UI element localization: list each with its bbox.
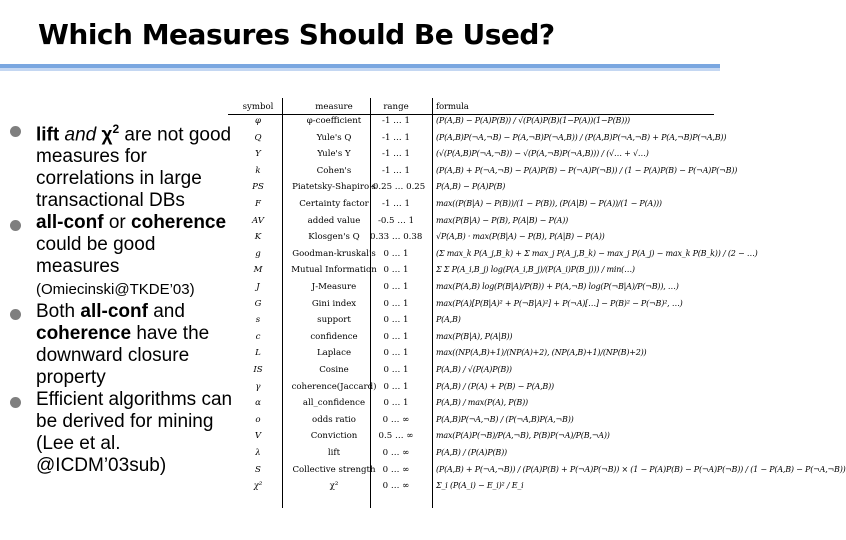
cell-range: 0 … ∞: [382, 464, 410, 475]
cell-symbol: L: [255, 348, 261, 359]
bullet-text: Efficient algorithms can be derived for mining (Lee et al. @ICDM’03sub): [36, 389, 233, 477]
cell-range: 0 … 1: [383, 381, 409, 392]
bullet-item: [10, 389, 235, 477]
header-symbol: symbol: [242, 102, 274, 112]
cell-range: 0 … 1: [383, 315, 409, 326]
cell-measure: Conviction: [310, 431, 358, 442]
cell-symbol: Q: [254, 132, 262, 143]
bullet-text: coherence: [131, 212, 227, 234]
cell-symbol: γ: [255, 381, 261, 392]
cell-range: 0 … 1: [383, 282, 409, 292]
cell-formula: (P(A,B) + P(¬A,¬B) − P(A)P(B) − P(¬A)P(¬B)) / (1 − P(A)P(B) − P(¬A)P(¬B)): [436, 165, 738, 175]
cell-range: 0 … 1: [383, 265, 409, 276]
cell-formula: P(A,B): [436, 315, 461, 325]
cell-symbol: PS: [252, 182, 264, 193]
cell-symbol: g: [255, 248, 261, 259]
cell-symbol: V: [254, 431, 262, 442]
bullet-text: all-conf: [80, 301, 148, 323]
cell-symbol: k: [255, 165, 261, 176]
cell-range: 0 … ∞: [382, 481, 410, 492]
cell-range: -1 … 1: [382, 199, 410, 209]
table-row: [222, 382, 720, 398]
table-row: [222, 216, 720, 232]
cell-symbol: λ: [255, 448, 261, 458]
table-row: [222, 464, 846, 481]
cell-range: -0.25 … 0.25: [370, 182, 426, 193]
table-row: [222, 431, 720, 447]
cell-formula: Σ_i (P(A_i) − E_i)² / E_i: [436, 481, 524, 491]
table-row: [222, 232, 720, 248]
cell-symbol: F: [255, 199, 261, 209]
header-range: range: [383, 102, 409, 112]
cell-range: 0 … 1: [383, 365, 409, 375]
cell-measure: added value: [307, 215, 361, 226]
cell-formula: P(A,B) / (P(A)P(B)): [436, 448, 507, 457]
cell-symbol: G: [254, 298, 262, 309]
table-row: [222, 348, 720, 364]
cell-measure: Certainty factor: [299, 199, 369, 209]
cell-measure: lift: [327, 448, 341, 458]
table-row: [222, 132, 727, 149]
cell-measure: all_confidence: [302, 398, 366, 409]
bullet-text: all-conf: [36, 212, 104, 234]
cell-symbol: Y: [255, 149, 261, 160]
table-row: [222, 332, 720, 348]
cell-formula: max(P(A,B) log(P(B|A)/P(B)) + P(A,¬B) log(P(¬B|A)/P(¬B)), …): [436, 282, 679, 291]
cell-measure: Collective strength: [292, 464, 376, 475]
cell-measure: Yule's Q: [316, 132, 352, 143]
cell-formula: (Σ max_k P(A_j,B_k) + Σ max_j P(A_j,B_k) − max_j P(A_j) − max_k P(B_k)) / (2 − …): [436, 248, 758, 258]
cell-range: -1 … 1: [382, 132, 410, 143]
cell-range: -1 … 1: [382, 149, 410, 160]
cell-formula: P(A,B) / (P(A) + P(B) − P(A,B)): [436, 381, 554, 391]
cell-formula: (P(A,B)P(¬A,¬B) − P(A,¬B)P(¬A,B)) / (P(A,B)P(¬A,¬B) + P(A,¬B)P(¬A,B)): [436, 132, 727, 142]
cell-formula: max((P(B|A) − P(B))/(1 − P(B)), (P(A|B) − P(A))/(1 − P(A))): [436, 199, 662, 208]
table-row: [222, 398, 720, 414]
cell-range: 0 … ∞: [382, 448, 410, 458]
cell-symbol: K: [254, 232, 262, 243]
cell-measure: confidence: [310, 331, 358, 342]
cell-range: 0 … 1: [383, 248, 409, 259]
cell-symbol: χ²: [253, 481, 263, 492]
bullet-item: [10, 118, 235, 212]
bullet-dot-icon: [10, 220, 21, 231]
bullet-text: have the downward closure property: [36, 323, 210, 389]
cell-formula: max(P(A)P(¬B)/P(A,¬B), P(B)P(¬A)/P(B,¬A)): [436, 431, 610, 441]
bullet-dot-icon: [10, 309, 21, 320]
cell-formula: max(P(B|A) − P(B), P(A|B) − P(A)): [436, 215, 569, 225]
cell-measure: Yule's Y: [317, 149, 351, 160]
cell-measure: φ-coefficient: [306, 116, 362, 126]
cell-measure: support: [317, 315, 351, 326]
cell-range: -1 … 1: [382, 165, 410, 176]
title-underline-light: [0, 68, 720, 71]
cell-measure: Goodman-kruskal's: [292, 248, 376, 259]
cell-range: 0 … ∞: [382, 414, 410, 425]
cell-formula: (√(P(A,B)P(¬A,¬B)) − √(P(A,¬B)P(¬A,B))) / (√… + √…): [436, 149, 649, 159]
cell-symbol: M: [253, 265, 263, 276]
bullet-item: [10, 301, 235, 389]
cell-formula: P(A,B)P(¬A,¬B) / (P(¬A,B)P(A,¬B)): [436, 414, 574, 424]
measures-table: [222, 98, 846, 508]
cell-formula: max(P(A)[P(B|A)² + P(¬B|A)²] + P(¬A)[…] − P(B)² − P(¬B)², …): [436, 298, 683, 308]
table-row: [222, 265, 720, 281]
table-row: [222, 315, 720, 331]
cell-formula: P(A,B) − P(A)P(B): [436, 182, 506, 192]
cell-measure: Cosine: [319, 365, 349, 375]
header-measure: measure: [315, 102, 353, 112]
table-row: [222, 182, 720, 198]
cell-symbol: α: [255, 398, 261, 409]
cell-symbol: J: [256, 282, 260, 292]
bullet-dot-icon: [10, 126, 21, 137]
cell-symbol: o: [255, 414, 261, 425]
bullet-text: are not good measures for correlations in large transactional DBs: [36, 124, 232, 212]
bullet-text: or: [103, 212, 132, 234]
cell-measure: J-Measure: [311, 282, 357, 292]
cell-measure: odds ratio: [312, 414, 356, 425]
cell-measure: Piatetsky-Shapiro's: [292, 182, 376, 193]
cell-range: 0.33 … 0.38: [370, 232, 423, 243]
bullet-text: (Omiecinski@TKDE’03): [36, 281, 195, 299]
bullet-text: χ: [101, 124, 113, 146]
cell-measure: coherence(Jaccard): [291, 381, 377, 392]
cell-symbol: AV: [252, 215, 264, 226]
cell-formula: (P(A,B) + P(¬A,¬B)) / (P(A)P(B) + P(¬A)P(¬B)) × (1 − P(A)P(B) − P(¬A)P(¬B)) / (1 − P(A,B) − P(¬A,¬B)): [436, 464, 846, 474]
table-row: [222, 481, 720, 497]
cell-range: 0 … 1: [383, 331, 409, 342]
bullet-text: and: [59, 124, 102, 146]
cell-formula: √P(A,B) · max(P(B|A) − P(B), P(A|B) − P(A)): [436, 232, 605, 242]
table-row: [222, 415, 720, 431]
cell-measure: Cohen's: [316, 165, 352, 176]
table-row: [222, 199, 720, 215]
cell-measure: Gini index: [311, 298, 357, 309]
table-row: [222, 116, 720, 132]
cell-range: 0 … 1: [383, 298, 409, 309]
cell-range: -1 … 1: [382, 116, 410, 126]
cell-formula: max((NP(A,B)+1)/(NP(A)+2), (NP(A,B)+1)/(NP(B)+2)): [436, 348, 647, 358]
cell-range: 0 … 1: [383, 348, 409, 359]
cell-measure: Laplace: [316, 348, 352, 359]
cell-measure: Klosgen's Q: [308, 232, 360, 243]
cell-formula: max(P(B|A), P(A|B)): [436, 331, 513, 341]
bullet-text: and: [147, 301, 185, 323]
cell-symbol: φ: [254, 116, 262, 126]
cell-symbol: IS: [253, 365, 263, 375]
table-row: [222, 248, 758, 265]
cell-formula: Σ Σ P(A_i,B_j) log(P(A_i,B_j)/(P(A_i)P(B_j))) / min(…): [436, 265, 635, 275]
cell-formula: P(A,B) / √(P(A)P(B)): [436, 365, 512, 374]
bullet-text: lift: [36, 124, 60, 146]
cell-symbol: S: [255, 464, 261, 475]
bullet-item: [10, 212, 235, 301]
cell-range: 0.5 … ∞: [378, 431, 414, 442]
bullet-dot-icon: [10, 397, 21, 408]
table-row: [222, 448, 720, 464]
bullet-text: could be good measures: [36, 234, 156, 278]
table-row: [222, 365, 720, 381]
cell-symbol: c: [255, 331, 261, 342]
cell-formula: (P(A,B) − P(A)P(B)) / √(P(A)P(B)(1−P(A))(1−P(B))): [436, 116, 630, 125]
bullet-list: [10, 118, 235, 477]
cell-symbol: s: [255, 315, 261, 326]
table-row: [222, 299, 720, 315]
cell-measure: Mutual Information: [291, 265, 377, 276]
header-formula: formula: [436, 102, 469, 112]
table-row: [222, 165, 738, 182]
bullet-text: Both: [36, 301, 81, 323]
cell-formula: P(A,B) / max(P(A), P(B)): [436, 398, 528, 408]
cell-range: -0.5 … 1: [377, 215, 415, 226]
page-title: Which Measures Should Be Used?: [38, 18, 555, 51]
table-row: [222, 149, 720, 165]
cell-measure: χ²: [329, 481, 339, 492]
table-row: [222, 282, 720, 298]
bullet-text: coherence: [36, 323, 132, 345]
cell-range: 0 … 1: [383, 398, 409, 409]
bullet-text: 2: [112, 122, 120, 136]
